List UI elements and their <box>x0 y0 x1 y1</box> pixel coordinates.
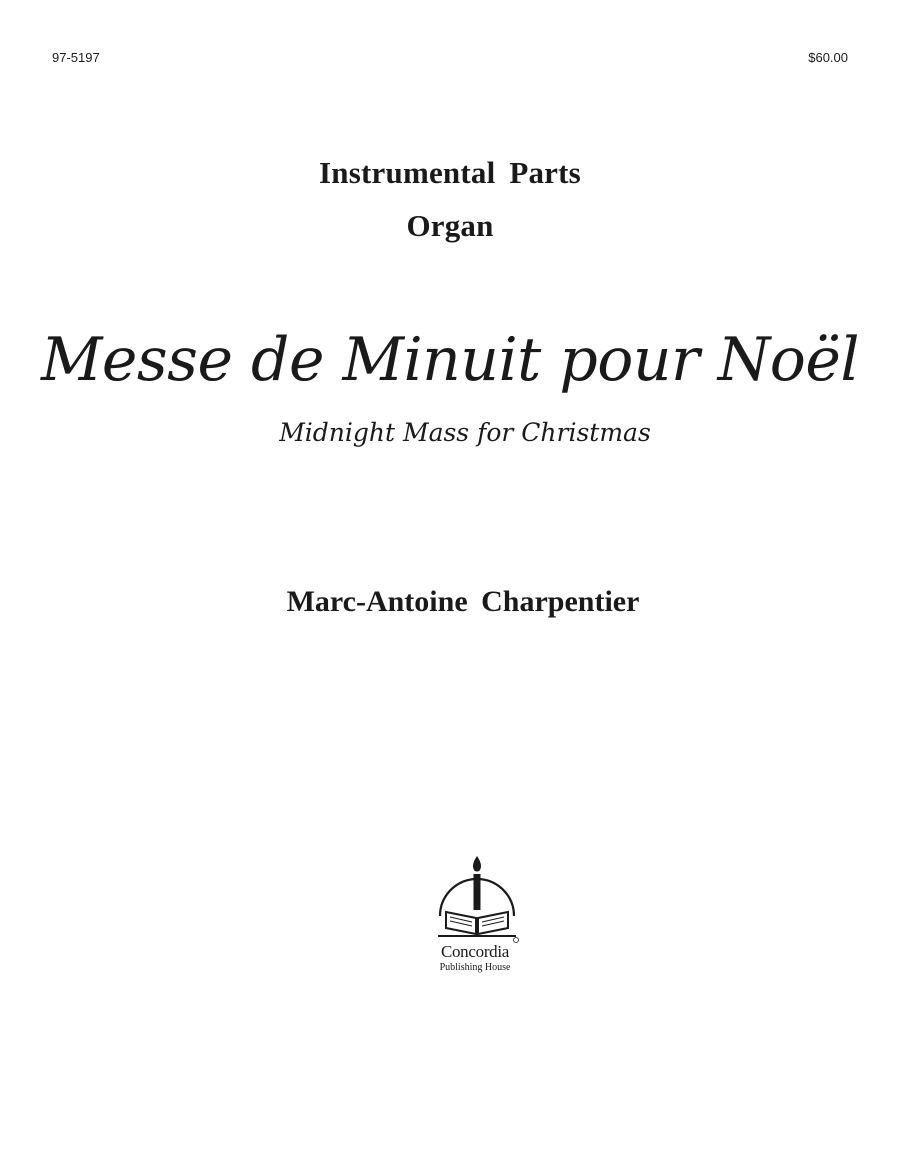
composer: Marc-Antoine Charpentier <box>286 585 640 618</box>
candle-book-logo-icon <box>432 854 522 944</box>
title: Messe de Minuit pour Noël <box>40 325 860 395</box>
publisher-name: Concordia <box>440 942 510 961</box>
catalog-number: 97-5197 <box>52 50 100 65</box>
heading-organ: Organ <box>406 208 494 243</box>
subtitle: Midnight Mass for Christmas <box>279 418 651 447</box>
price: $60.00 <box>808 50 848 65</box>
heading-instrumental-parts: Instrumental Parts <box>319 155 581 190</box>
publisher-subtitle: Publishing House <box>439 962 511 973</box>
